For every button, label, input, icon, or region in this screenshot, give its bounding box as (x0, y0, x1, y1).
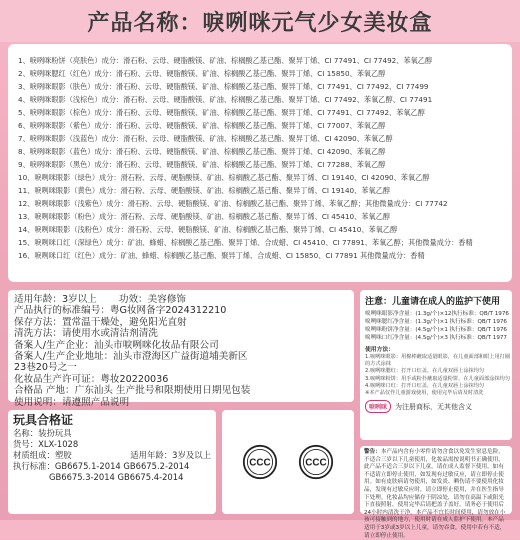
ingredient-line: 10、唳咧咪眼影（绿色）成分：滑石粉、云母、硬脂酸镁、矿油、棕榈酸乙基己酯、聚异丁烯、CI 19140、CI 42090、苯氧乙醇 (18, 173, 430, 182)
title-bar (0, 0, 520, 42)
usage-line: 3.唳咧咪粉饼：用手或粉扑蘸取适量粉饼，在儿童面部涂抹均匀 (365, 375, 511, 382)
warning-panel (360, 446, 512, 539)
manual-text: 使用说明：请遵照产品说明 (14, 396, 130, 408)
cert-standard: 执行标准：GB6675.1-2014 GB6675.2-2014 (13, 461, 190, 471)
certification-marks (222, 410, 354, 514)
cert-age: 适用年龄：3岁及以上 (130, 450, 211, 460)
content-row (365, 318, 507, 326)
usage-line: 的方式涂抹 (365, 361, 391, 368)
ingredient-line: 13、唳咧咪眼影（粉色）成分：滑石粉、云母、硬脂酸镁、矿油、棕榈酸乙基己酯、聚异丁烯、CI 45410、苯氧乙醇 (18, 212, 391, 221)
ingredient-line: 16、唳咧咪口红（红色）成分：矿油、蜂蜡、棕榈酸乙基己酯、聚异丁烯、合成蜡、CI 15850、CI 77891 其他微量成分：香精 (18, 251, 425, 260)
category-text: 功效：美容修饰 (118, 294, 187, 305)
storage-text: 保存方法：置常温干燥处，避免阳光直射 (14, 316, 187, 328)
ingredients-panel (8, 44, 512, 282)
usage-line: ※本产品仅作儿童游戏使用，使用完毕后请及时清洗 (365, 390, 484, 397)
registrant-text: 备案人/生产企业：汕头市唳咧咪化妆品有限公司 (14, 339, 219, 351)
ingredient-line: 6、唳咧咪眼影（紫色）成分：滑石粉、云母、硬脂酸镁、矿油、棕榈酸乙基己酯、聚异丁烯、CI 77007、苯氧乙醇 (18, 121, 386, 130)
ingredient-line: 1、唳咧咪粉饼（亮肤色）成分：滑石粉、云母、硬脂酸镁、矿油、棕榈酸乙基己酯、聚异丁烯、CI 77491、CI 77492、苯氧乙醇 (18, 56, 433, 65)
age-text: 适用年龄：3岁以上 (14, 294, 97, 305)
usage-line: 2.唳咧咪腮红：打开口红盖，在儿童双唇上涂抹均匀 (365, 368, 485, 375)
usage-line: 4.唳咧咪口红：打开口红盖，在儿童双唇上涂抹均匀 (365, 382, 485, 389)
address-text-cont: 23巷20号之一 (14, 362, 77, 374)
content-right: 执行标准：QB/T 1976 (449, 327, 507, 333)
product-info-panel (8, 290, 354, 408)
trademark-text: 为注册商标，无其他含义 (395, 402, 473, 411)
cert-name: 名称：装扮玩具 (13, 428, 72, 438)
ingredient-line: 4、唳咧咪眼影（浅棕色）成分：滑石粉、云母、硬脂酸镁、矿油、棕榈酸乙基己酯、聚异丁烯、CI 77492、苯氧乙醇、CI 77491 (18, 95, 433, 104)
ccc-icon (242, 444, 278, 480)
cert-standard-cont: GB6675.3-2014 GB6675.4-2014 (49, 472, 184, 482)
ingredient-line: 9、唳咧咪眼影（黑色）成分：滑石粉、云母、硬脂酸镁、矿油、棕榈酸乙基己酯、聚异丁烯、CI 77288、苯氧乙醇 (18, 160, 386, 169)
ingredient-line: 14、唳咧咪眼影（浅粉色）成分：滑石粉、云母、硬脂酸镁、矿油、棕榈酸乙基己酯、聚异丁烯、CI 45410、苯氧乙醇 (18, 225, 398, 234)
warning-label: 警告： (364, 449, 381, 455)
usage-panel (360, 290, 512, 440)
ccc-text: CCC (249, 457, 271, 469)
usage-title: 使用方法： (365, 347, 394, 353)
standard-text: 产品执行的标准编号：粤G妆网备字2024312210 (14, 305, 227, 317)
ingredient-line: 3、唳咧咪眼影（肤色）成分：滑石粉、云母、硬脂酸镁、矿油、棕榈酸乙基己酯、聚异丁烯、CI 77491、CI 77492、CI 77499 (18, 82, 429, 91)
license-text: 化妆品生产许可证：粤妆20220036 (14, 373, 169, 385)
content-right: 执行标准：QB/T 1976 (451, 311, 509, 317)
cert-model: 货号：XLX-1028 (13, 439, 79, 449)
content-row (365, 334, 507, 342)
toy-certificate (8, 410, 216, 514)
trademark-row (365, 400, 507, 413)
cert-material: 材质组成：塑胶 (13, 450, 72, 460)
cert-material-age-row (13, 450, 211, 461)
content-right: 执行标准：QB/T 1977 (449, 335, 507, 341)
ingredient-line: 15、唳咧咪口红（深绿色）成分：矿油、蜂蜡、棕榈酸乙基己酯、聚异丁烯、合成蜡、CI 45410、CI 77891、苯氧乙醇；其他微量成分：香精 (18, 238, 473, 247)
address-text: 备案人/生产企业地址：汕头市澄海区广益街道埔美新区 (14, 351, 248, 363)
cert-title: 玩具合格证 (13, 413, 74, 427)
age-category-row (14, 294, 348, 305)
content-row (365, 310, 507, 318)
content-left: 唳咧咪腮红净含量：(1.3g/个)×1 (365, 319, 448, 325)
ingredient-line: 7、唳咧咪眼影（浅蓝色）成分：滑石粉、云母、硬脂酸镁、矿油、棕榈酸乙基己酯、聚异丁烯、CI 42090、苯氧乙醇 (18, 134, 393, 143)
ingredient-line: 11、唳咧咪眼影（黄色）成分：滑石粉、云母、硬脂酸镁、矿油、棕榈酸乙基己酯、聚异丁烯、CI 19140、苯氧乙醇 (18, 186, 391, 195)
usage-line: 1.唳咧咪眼影：用棉棒蘸取适量眼影，在儿童面部和眼上用打圈 (365, 354, 511, 360)
ingredient-line: 8、唳咧咪眼影（蓝色）成分：滑石粉、云母、硬脂酸镁、矿油、棕榈酸乙基己酯、聚异丁烯、CI 42090、苯氧乙醇 (18, 147, 386, 156)
brand-logo: 唳咧咪 (365, 400, 391, 413)
place-text: 合格品 产地：广东汕头 生产批号和限期使用日期见包装 (14, 385, 251, 397)
ingredient-line: 5、唳咧咪眼影（棕色）成分：滑石粉、云母、硬脂酸镁、矿油、棕榈酸乙基己酯、聚异丁烯、CI 77491、CI 77492、苯氧乙醇 (18, 108, 425, 117)
product-title: 产品名称：唳咧咪元气少女美妆盒 (87, 10, 433, 36)
supervision-heading: 注意：儿童请在成人的监护下使用 (365, 297, 501, 307)
content-left: 唳咧咪粉饼净含量：(4.5g/个)×1 (365, 327, 448, 333)
ccc-text: CCC (305, 457, 327, 469)
cleaning-text: 清洗方法：请使用水或清洁剂清洗 (14, 328, 158, 340)
warning-body: 本产品内含有小零件请勿含食以免发生窒息危险，不适合三岁以下儿童使用，化妆品需按说明书正确使用，此产品不适合三岁以下儿童。请在成人监督下使用，如有不适请立即停止使用，如发现有过敏反应，请立即停止使用。如有皮肤病请勿使用，如发炎、晒伤请不要使用化妆品，发现有过敏反应时，请立即停止使用，并在医生指导下处理。化妆品均应储存于阴凉处，请勿在高温下或阳光下直接照射，使用完毕后请把盖子盖好。请务必于使用后24小时内清洗干净。本产品不宜长时间使用，请勿放在小孩可接触到的地方，使用时请在成人监护下使用。本产品适用于3岁或3岁以上儿童，请勿吞食，使用中若有不适，请立即停止使用。 (364, 449, 506, 539)
warning-text (364, 449, 508, 540)
content-row (365, 326, 507, 334)
content-left: 唳咧咪口红净含量：(4.5g/个)×3 (365, 335, 448, 341)
ccc-icon (298, 444, 334, 480)
content-right: 执行标准：QB/T 1976 (449, 319, 507, 325)
ingredient-line: 12、唳咧咪眼影（浅紫色）成分：滑石粉、云母、硬脂酸镁、矿油、棕榈酸乙基己酯、聚异丁烯、苯氧乙醇；其他微量成分：CI 77742 (18, 199, 448, 208)
ingredient-line: 2、唳咧咪腮红（红色）成分：滑石粉、云母、硬脂酸镁、矿油、棕榈酸乙基己酯、聚异丁烯、CI 15850、苯氧乙醇 (18, 69, 386, 78)
content-left: 唳咧咪眼影净含量：(1.3g/个)×12 (365, 311, 452, 317)
